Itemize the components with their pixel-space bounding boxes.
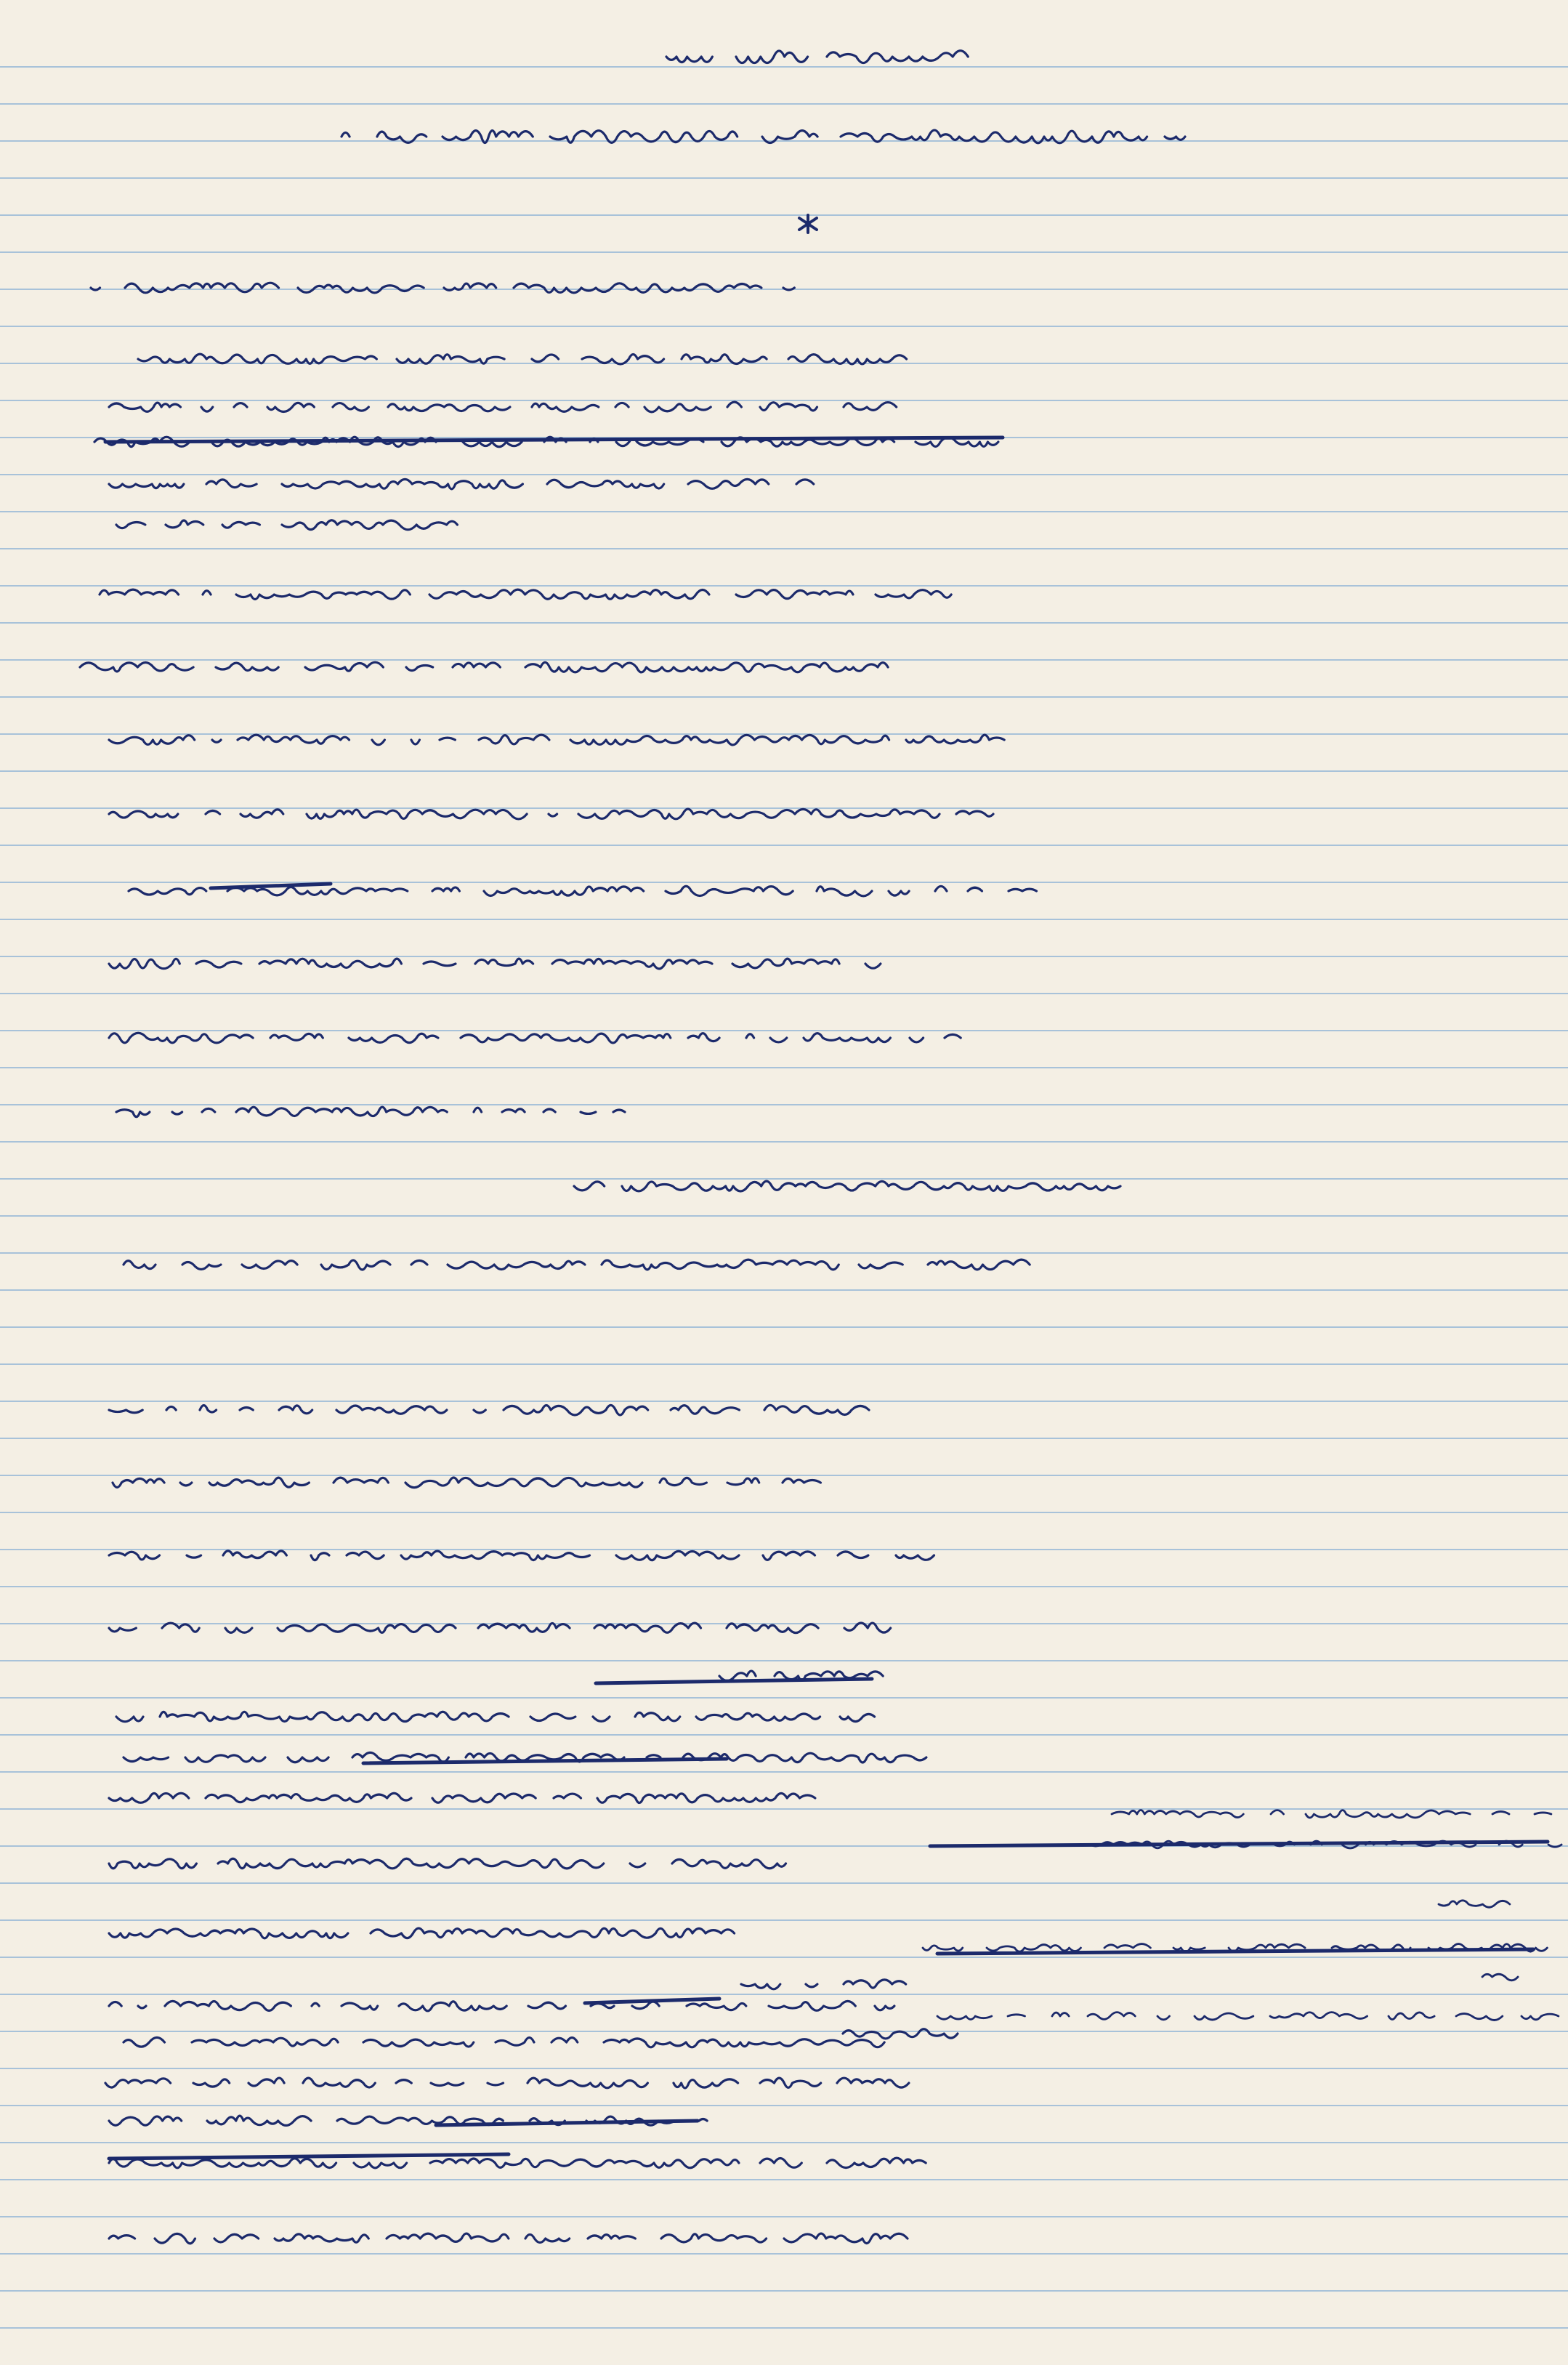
handwritten-line: [741, 1980, 906, 1989]
crossed-out-phrase: [596, 1679, 872, 1683]
handwritten-line: [109, 1793, 815, 1802]
handwritten-line: [109, 1033, 961, 1043]
handwritten-line: [116, 1107, 625, 1117]
handwritten-line: [109, 2233, 908, 2244]
margin-note-line: [937, 2013, 1559, 2020]
handwritten-line: [116, 1712, 875, 1722]
handwritten-line: [109, 735, 1004, 745]
crossed-out-phrase: [105, 438, 1003, 442]
handwritten-line: [109, 1928, 735, 1938]
handwritten-line: [105, 2078, 909, 2088]
margin-note-line: [1482, 1974, 1518, 1981]
handwritten-line: [100, 589, 951, 599]
handwritten-line: [109, 1858, 786, 1869]
handwritten-line: [80, 662, 888, 672]
handwritten-line: [109, 2001, 894, 2010]
handwritten-line: [91, 283, 794, 293]
crossed-out-phrase: [930, 1842, 1548, 1846]
handwritten-line: [109, 2158, 926, 2168]
crossed-out-phrase: [363, 1759, 727, 1763]
handwritten-line: [574, 1181, 1120, 1191]
crossed-out-phrase: [937, 1949, 1533, 1954]
handwritten-line: [138, 354, 907, 364]
handwritten-line: [109, 479, 814, 489]
handwritten-line: [109, 1551, 934, 1560]
handwritten-line: [113, 1478, 820, 1488]
handwritten-line: [109, 1405, 869, 1415]
handwritten-line: [124, 2037, 884, 2047]
handwritten-line: [124, 1260, 1030, 1270]
asterisk-mark: [799, 215, 817, 233]
margin-note-line: [1439, 1901, 1510, 1907]
handwritten-line: [109, 959, 881, 969]
handwritten-line: [116, 520, 457, 530]
crossed-out-phrase: [436, 2121, 698, 2125]
crossed-out-phrase: [211, 884, 331, 888]
margin-note-line: [1112, 1810, 1551, 1818]
handwritten-line: [843, 2029, 958, 2039]
crossed-out-phrase: [585, 1999, 719, 2003]
handwritten-line: [109, 1623, 891, 1633]
title-line: [666, 51, 968, 63]
handwritten-line: [109, 402, 897, 412]
handwritten-line: [109, 809, 993, 819]
title-line: [342, 130, 1185, 143]
